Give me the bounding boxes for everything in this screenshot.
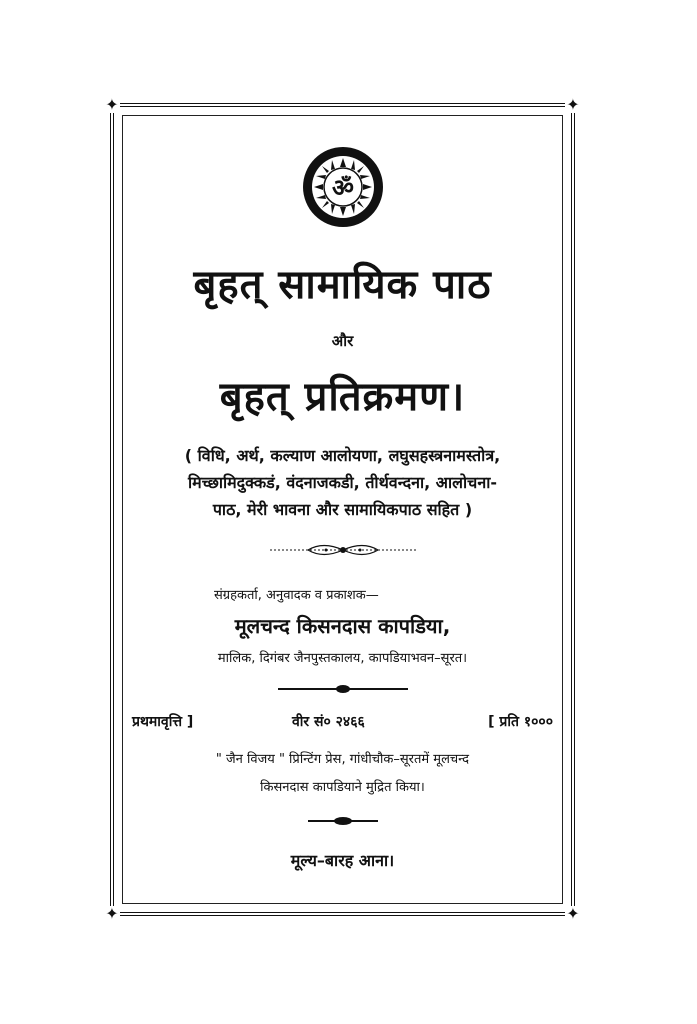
edition-info [132,712,553,734]
corner-ornament-icon: ✦ [105,95,119,114]
edition-number: प्रथमावृत्ति ] [132,714,194,730]
subtitle-line: पाठ, मेरी भावना और सामायिकपाठ सहित ) [212,500,473,519]
subtitle-line: मिच्छामिदुक्कडं, वंदनाजकडी, तीर्थवन्दना, आलोचना- [188,473,497,492]
divider-rule [278,688,408,690]
compiler-name: मूलचन्द किसनदास कापडिया, [234,614,451,638]
main-title: बृहत् सामायिक पाठ [193,262,492,308]
printer-line: " जैन विजय " प्रिन्टिंग प्रेस, गांधीचौक–सूरतमें मूलचन्द [215,752,470,767]
conjunction-text: और [331,332,354,350]
subtitle-line: ( विधि, अर्थ, कल्याण आलोयणा, लघुसहस्त्रनामस्तोत्र, [184,446,501,465]
corner-ornament-icon: ✦ [566,904,580,923]
printer-line: किसनदास कापडियाने मुद्रित किया। [260,780,425,795]
divider-rule [308,820,378,822]
second-title: बृहत् प्रतिक्रमण। [219,374,466,420]
title-page-content [114,107,571,912]
contents-description [126,442,559,523]
svg-text:ॐ: ॐ [331,174,354,202]
decorative-divider-icon [268,539,418,561]
print-copies: [ प्रति १००० [488,714,553,730]
vira-samvat-year: वीर सं० २४६६ [292,714,365,730]
corner-ornament-icon: ✦ [566,95,580,114]
page-border [105,95,580,923]
om-sun-emblem-icon [301,145,385,229]
compiler-label: संग्रहकर्ता, अनुवादक व प्रकाशक— [214,588,379,603]
corner-ornament-icon: ✦ [105,904,119,923]
compiler-address: मालिक, दिगंबर जैनपुस्तकालय, कापडियाभवन–सूरत। [217,651,468,666]
price-text: मूल्य–बारह आना। [290,851,395,870]
